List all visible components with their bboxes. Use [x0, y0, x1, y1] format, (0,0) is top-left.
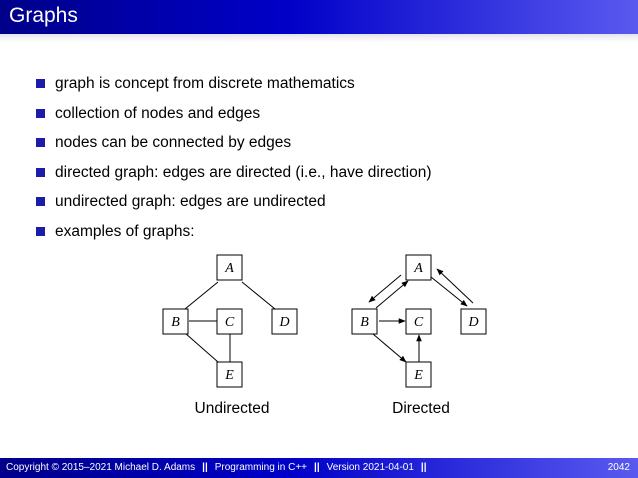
footer-separator: || — [202, 462, 208, 473]
edge-a-to-d — [431, 277, 467, 306]
edge-b-to-a — [376, 281, 408, 308]
bullet-text: graph is concept from discrete mathematics — [55, 75, 355, 92]
footer-left — [6, 458, 434, 478]
node-d-label: D — [468, 315, 479, 330]
edge-a-d — [242, 282, 275, 309]
node-e-label: E — [225, 368, 234, 383]
undirected-caption: Undirected — [194, 400, 270, 417]
edge-a-to-b — [369, 275, 401, 302]
footer-separator: || — [314, 462, 320, 473]
footer-course: Programming in C++ — [214, 462, 308, 473]
directed-caption: Directed — [392, 400, 450, 417]
node-e-label: E — [414, 368, 423, 383]
node-d-label: D — [279, 315, 290, 330]
bullet-text: examples of graphs: — [55, 222, 195, 240]
footer-bar — [0, 458, 638, 478]
bullet-text: directed graph: edges are directed (i.e., have direction) — [55, 163, 432, 181]
edge-a-b — [185, 282, 218, 309]
bullet-text: nodes can be connected by edges — [55, 134, 292, 151]
bullet-text: collection of nodes and edges — [55, 104, 261, 122]
node-b-label: B — [360, 315, 369, 330]
edge-b-e — [185, 333, 218, 362]
slide-title: Graphs — [9, 4, 78, 27]
directed-nodes — [352, 255, 486, 387]
node-a-label: A — [225, 261, 234, 276]
node-c-label: C — [224, 315, 235, 330]
node-a-label: A — [414, 261, 423, 276]
undirected-nodes — [163, 255, 297, 387]
edge-b-to-e — [373, 334, 406, 362]
bullet-text: undirected graph: edges are undirected — [55, 193, 326, 210]
node-c-label: C — [413, 315, 424, 330]
footer-version: Version 2021-04-01 — [326, 462, 414, 473]
node-b-label: B — [171, 315, 180, 330]
footer-separator: || — [420, 462, 427, 473]
footer-copyright: Copyright © 2015–2021 Michael D. Adams — [6, 462, 196, 473]
page-number: 2042 — [607, 462, 630, 473]
